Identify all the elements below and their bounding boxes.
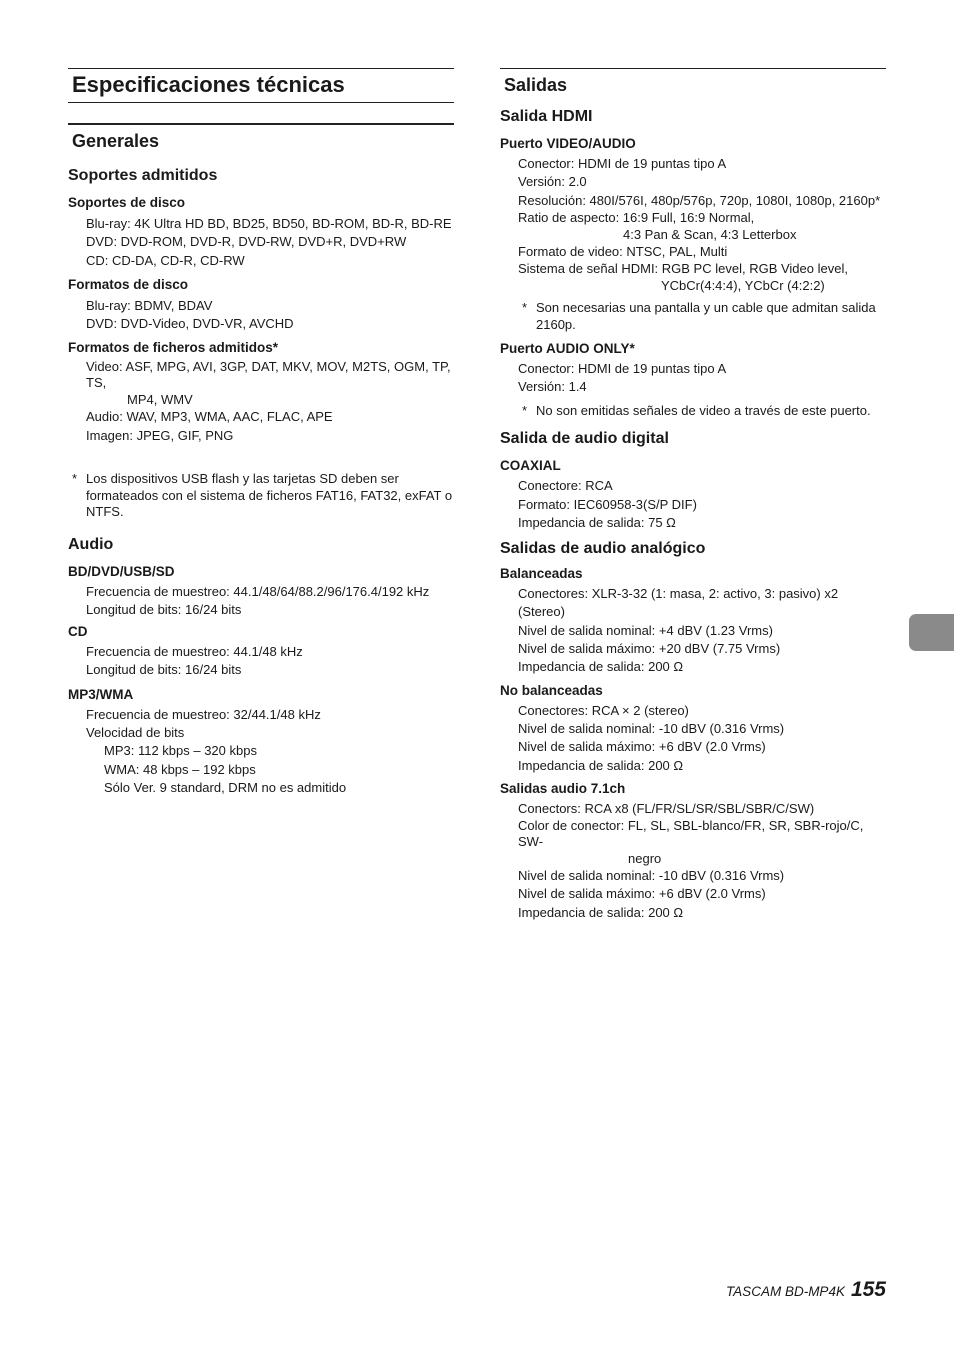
spec-line: Blu-ray: BDMV, BDAV [86, 297, 213, 313]
page-footer [726, 1278, 886, 1302]
unbalanced-label: No balanceadas [500, 682, 603, 698]
footnote-marker: * [522, 402, 528, 418]
footnote [500, 403, 886, 420]
section-tab-marker [909, 614, 954, 651]
spec-line: Sistema de señal HDMI: RGB PC level, RGB Video level, [518, 261, 848, 277]
spec-line: Formato: IEC60958-3(S/P DIF) [518, 496, 697, 512]
page-number: 155 [850, 1278, 886, 1301]
spec-line-continued: YCbCr(4:4:4), YCbCr (4:2:2) [661, 278, 825, 294]
footnote-marker: * [522, 300, 528, 316]
spec-line: Impedancia de salida: 200 Ω [518, 757, 684, 773]
spec-line: Formato de video: NTSC, PAL, Multi [518, 243, 728, 259]
audio-heading: Audio [68, 535, 114, 553]
page-title: Especificaciones técnicas [68, 68, 454, 103]
spec-line: Nivel de salida nominal: +4 dBV (1.23 Vrms) [518, 622, 773, 638]
spec-line: Blu-ray: 4K Ultra HD BD, BD25, BD50, BD-ROM, BD-R, BD-RE [86, 216, 452, 231]
footnote-text: Los dispositivos USB flash y las tarjetas SD deben ser formateados con el sistema de ficheros FAT16, FAT32, exFAT o NTFS. [86, 471, 453, 520]
digital-audio-heading: Salida de audio digital [500, 430, 669, 448]
soportes-heading: Soportes admitidos [68, 167, 218, 184]
spec-line: Nivel de salida nominal: -10 dBV (0.316 Vrms) [518, 868, 785, 884]
spec-line: Nivel de salida máximo: +20 dBV (7.75 Vrms) [518, 641, 781, 657]
spec-subline: MP3: 112 kbps – 320 kbps [104, 743, 257, 759]
audio-only-port-label: Puerto AUDIO ONLY* [500, 341, 635, 357]
spec-line: Frecuencia de muestreo: 32/44.1/48 kHz [86, 706, 321, 722]
spec-line: Impedancia de salida: 200 Ω [518, 904, 684, 920]
footnote [500, 300, 886, 333]
spec-line: Audio: WAV, MP3, WMA, AAC, FLAC, APE [86, 409, 333, 425]
mp3-wma-label: MP3/WMA [68, 686, 134, 702]
spec-line: DVD: DVD-ROM, DVD-R, DVD-RW, DVD+R, DVD+RW [86, 234, 407, 250]
spec-subline: WMA: 48 kbps – 192 kbps [104, 761, 256, 777]
spec-line-continued: 4:3 Pan & Scan, 4:3 Letterbox [623, 226, 797, 242]
footnote-text: Son necesarias una pantalla y un cable que admitan salida 2160p. [536, 300, 876, 332]
bd-dvd-label: BD/DVD/USB/SD [68, 563, 175, 579]
footnote [68, 471, 454, 521]
formatos-disco-label: Formatos de disco [68, 276, 189, 292]
spec-line: Color de conector: FL, SL, SBL-blanco/FR, SR, SBR-rojo/C, SW- [518, 818, 864, 850]
soportes-disco-label: Soportes de disco [68, 195, 186, 210]
spec-line: Imagen: JPEG, GIF, PNG [86, 427, 234, 443]
spec-line-continued: negro [628, 851, 662, 867]
spec-line: Nivel de salida nominal: -10 dBV (0.316 Vrms) [518, 720, 785, 736]
footer-model: TASCAM BD-MP4K [725, 1284, 845, 1299]
analog-audio-heading: Salidas de audio analógico [500, 540, 706, 558]
spec-line: Conectore: RCA [518, 478, 613, 494]
spec-line-continued: MP4, WMV [127, 392, 193, 408]
spec-line: Conectors: RCA x8 (FL/FR/SL/SR/SBL/SBR/C/SW) [518, 800, 815, 816]
spec-line: Longitud de bits: 16/24 bits [86, 601, 242, 617]
spec-line: Conector: HDMI de 19 puntas tipo A [518, 156, 727, 171]
formatos-ficheros-label: Formatos de ficheros admitidos* [68, 340, 279, 356]
spec-line: Conector: HDMI de 19 puntas tipo A [518, 361, 727, 377]
spec-line: Frecuencia de muestreo: 44.1/48/64/88.2/96/176.4/192 kHz [86, 583, 430, 599]
spec-line: Frecuencia de muestreo: 44.1/48 kHz [86, 644, 303, 660]
left-column [68, 68, 454, 797]
spec-line: Conectores: XLR-3-32 (1: masa, 2: activo, 3: pasivo) x2 (Stereo) [518, 586, 839, 620]
footnote-text: No son emitidas señales de video a través de este puerto. [536, 402, 871, 418]
footnote-marker: * [72, 471, 78, 487]
spec-line: Impedancia de salida: 75 Ω [518, 514, 676, 530]
spec-line: CD: CD-DA, CD-R, CD-RW [86, 252, 245, 268]
spec-line: Resolución: 480I/576I, 480p/576p, 720p, 1080I, 1080p, 2160p* [518, 192, 881, 208]
section-generales-heading: Generales [68, 123, 454, 152]
cd-label: CD [68, 624, 88, 640]
spec-line: Nivel de salida máximo: +6 dBV (2.0 Vrms) [518, 886, 766, 902]
balanced-label: Balanceadas [500, 566, 583, 582]
coaxial-label: COAXIAL [500, 458, 561, 474]
spec-line: Impedancia de salida: 200 Ω [518, 659, 684, 675]
spec-line: Longitud de bits: 16/24 bits [86, 662, 242, 678]
spec-line: Ratio de aspecto: 16:9 Full, 16:9 Normal, [518, 209, 755, 225]
spec-line: Versión: 2.0 [518, 174, 587, 190]
outputs-71ch-label: Salidas audio 7.1ch [500, 780, 626, 796]
spec-subline: Sólo Ver. 9 standard, DRM no es admitido [104, 779, 347, 795]
spec-line: Conectores: RCA × 2 (stereo) [518, 702, 689, 718]
spec-line: Versión: 1.4 [518, 379, 587, 395]
right-column [500, 68, 886, 922]
spec-line: Nivel de salida máximo: +6 dBV (2.0 Vrms) [518, 739, 766, 755]
spec-line: Velocidad de bits [86, 725, 185, 741]
spec-line: DVD: DVD-Video, DVD-VR, AVCHD [86, 316, 294, 332]
video-audio-port-label: Puerto VIDEO/AUDIO [500, 136, 636, 151]
hdmi-heading: Salida HDMI [500, 108, 593, 125]
section-salidas-heading: Salidas [500, 68, 886, 96]
spec-line: Video: ASF, MPG, AVI, 3GP, DAT, MKV, MOV, M2TS, OGM, TP, TS, [86, 359, 451, 391]
